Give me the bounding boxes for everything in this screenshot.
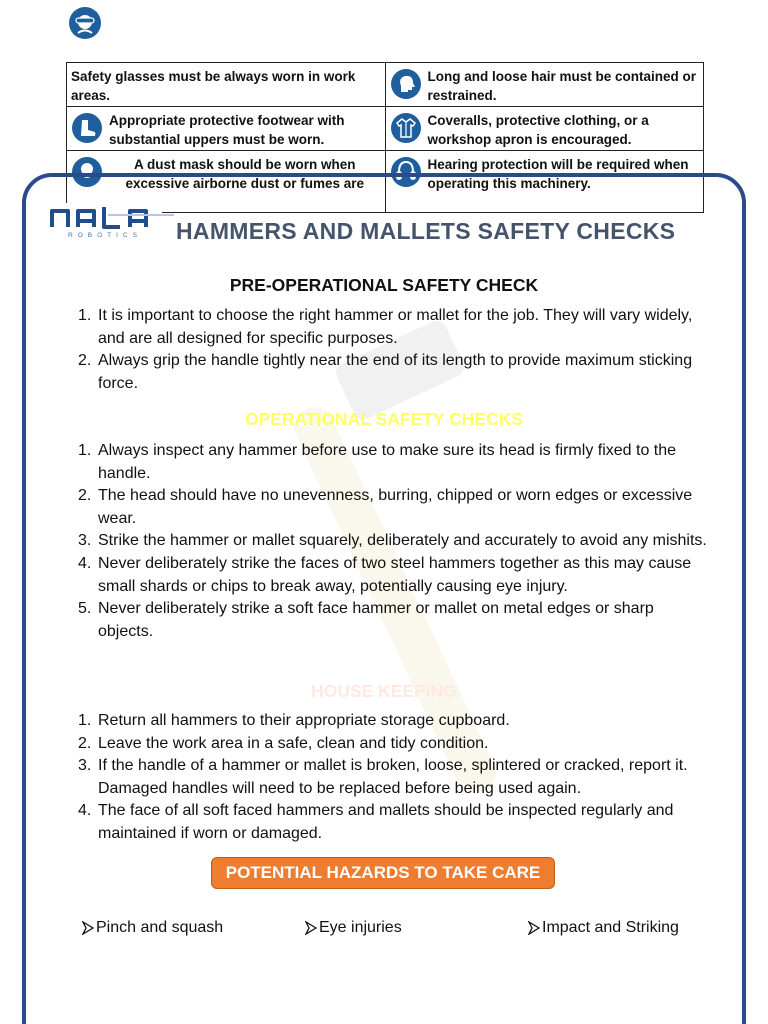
dust-mask-icon — [71, 156, 103, 188]
operational-heading: OPERATIONAL SAFETY CHECKS — [244, 409, 524, 429]
list-item: 3. If the handle of a hammer or mallet is broken, loose, splintered or cracked, report it. Damaged handles will need to be replaced before being used again. — [78, 757, 688, 797]
list-item: 5. Never deliberately strike a soft face hammer or mallet on metal edges or sharp objects. — [78, 600, 654, 640]
list-item: 4. Never deliberately strike the faces of two steel hammers together as this may cause small shards or chips to break away, potentially causing eye injury. — [78, 554, 692, 595]
ppe-cell-hearing — [385, 151, 704, 213]
hazard-item — [528, 919, 679, 937]
list-item: 4. The face of all soft faced hammers and mallets should be inspected regularly and maintained if worn or damaged. — [78, 802, 674, 842]
ppe-cell-hair — [385, 63, 704, 107]
page-title: HAMMERS AND MALLETS SAFETY CHECKS — [176, 218, 676, 244]
ppe-glasses-text: Safety glasses must be always worn in work areas. — [71, 69, 356, 103]
housekeeping-list — [78, 710, 708, 846]
ppe-hearing-text: Hearing protection will be required when operating this machinery. — [427, 157, 689, 191]
list-item: 1. Always inspect any hammer before use to make sure its head is firmly fixed to the handle. — [78, 442, 677, 482]
head-profile-icon — [390, 68, 422, 100]
list-item: 2. The head should have no unevenness, burring, chipped or worn edges or excessive wear. — [78, 487, 693, 527]
pre-operational-heading: PRE-OPERATIONAL SAFETY CHECK — [229, 275, 539, 295]
company-logo — [48, 203, 162, 239]
logo-tagline: ROBOTICS — [68, 232, 142, 239]
hazard-item — [305, 919, 402, 937]
ppe-cell-footwear — [67, 107, 386, 151]
ppe-cell-glasses — [67, 63, 386, 107]
hazard-item — [82, 919, 223, 937]
list-item: 2. Always grip the handle tightly near the end of its length to provide maximum sticking force. — [78, 352, 693, 392]
protective-clothing-icon — [390, 112, 422, 144]
housekeeping-heading: HOUSE KEEPING — [311, 681, 457, 701]
operational-list — [78, 440, 708, 643]
ppe-requirements-table — [66, 62, 704, 213]
ear-muffs-icon — [390, 156, 422, 188]
pre-operational-list — [78, 305, 708, 395]
arrowhead-bullet-icon — [528, 921, 540, 935]
hazard-text: Eye injuries — [319, 919, 402, 936]
list-item: 2. Leave the work area in a safe, clean and tidy condition. — [78, 734, 489, 752]
logo-divider — [108, 214, 174, 216]
ppe-clothing-text: Coveralls, protective clothing, or a workshop apron is encouraged. — [427, 113, 649, 147]
ppe-dust-mask-text: A dust mask should be worn when excessive airborne dust or fumes are — [125, 157, 365, 191]
potential-hazards-banner: POTENTIAL HAZARDS TO TAKE CARE — [211, 857, 555, 889]
list-item: 3. Strike the hammer or mallet squarely, deliberately and accurately to avoid any mishits. — [78, 532, 707, 550]
list-item: 1. Return all hammers to their appropriate storage cupboard. — [78, 712, 510, 729]
arrowhead-bullet-icon — [305, 921, 317, 935]
list-item: 1. It is important to choose the right hammer or mallet for the job. They will vary widely, and are all designed for specific purposes. — [78, 307, 693, 347]
ppe-hair-text: Long and loose hair must be contained or restrained. — [427, 69, 697, 103]
ppe-cell-clothing — [385, 107, 704, 151]
face-protection-icon — [68, 6, 102, 40]
hazard-text: Pinch and squash — [96, 919, 224, 936]
hazard-text: Impact and Striking — [542, 919, 679, 936]
safety-boot-icon — [71, 112, 103, 144]
arrowhead-bullet-icon — [82, 921, 94, 935]
ppe-footwear-text: Appropriate protective footwear with substantial uppers must be worn. — [109, 113, 345, 147]
